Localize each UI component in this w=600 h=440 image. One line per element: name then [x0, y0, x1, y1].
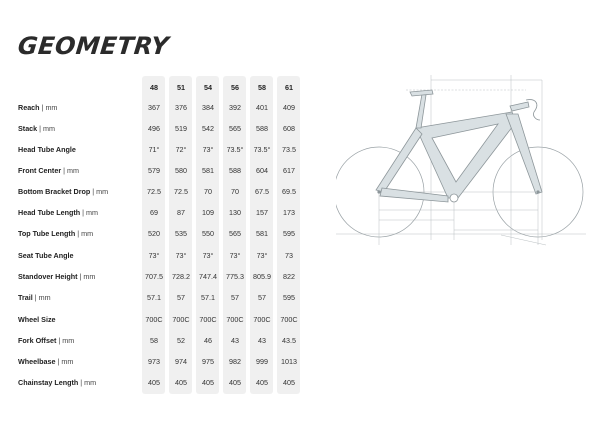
size-header-cell: 56 — [231, 83, 239, 92]
table-cell: 405 — [202, 378, 214, 387]
table-cell: 700C — [145, 315, 163, 324]
table-cell: 71° — [148, 145, 160, 154]
row-label — [18, 163, 79, 179]
table-cell: 581 — [202, 166, 214, 175]
table-cell: 405 — [229, 378, 241, 387]
row-label-name: Front Center — [18, 166, 62, 175]
table-cell: 384 — [202, 103, 214, 112]
row-label-unit: | mm — [80, 208, 98, 217]
table-cell: 73.5° — [253, 145, 271, 154]
table-cell: 999 — [256, 357, 268, 366]
table-cell: 67.5 — [255, 187, 269, 196]
row-label-name: Reach — [18, 103, 40, 112]
table-row — [0, 375, 310, 391]
row-label — [18, 121, 55, 137]
bike-geometry-diagram — [336, 70, 586, 255]
table-cell: 405 — [256, 378, 268, 387]
table-cell: 72.5 — [147, 187, 161, 196]
table-cell: 535 — [175, 229, 187, 238]
row-label — [18, 226, 93, 242]
table-cell: 69 — [150, 208, 158, 217]
table-cell: 130 — [229, 208, 241, 217]
table-cell: 58 — [150, 336, 158, 345]
table-cell: 73.5 — [282, 145, 296, 154]
table-cell: 73° — [175, 251, 187, 260]
table-cell: 700C — [199, 315, 217, 324]
table-cell: 775.3 — [226, 272, 244, 281]
table-cell: 73° — [202, 251, 214, 260]
table-cell: 707.5 — [145, 272, 163, 281]
row-label-name: Fork Offset — [18, 336, 57, 345]
table-cell: 588 — [256, 124, 268, 133]
row-label-name: Seat Tube Angle — [18, 251, 74, 260]
table-cell: 73° — [202, 145, 214, 154]
size-header-cell: 48 — [150, 83, 158, 92]
page-title: GEOMETRY — [16, 32, 171, 60]
row-label — [18, 269, 95, 285]
table-cell: 604 — [256, 166, 268, 175]
size-header-cell: 54 — [204, 83, 212, 92]
table-cell: 57 — [258, 293, 266, 302]
table-cell: 57.1 — [147, 293, 161, 302]
row-label-name: Bottom Bracket Drop — [18, 187, 91, 196]
table-row — [0, 205, 310, 221]
row-label — [18, 312, 56, 328]
table-cell: 1013 — [281, 357, 297, 366]
frame-shape — [376, 112, 542, 202]
table-cell: 728.2 — [172, 272, 190, 281]
table-cell: 565 — [229, 229, 241, 238]
table-cell: 405 — [283, 378, 295, 387]
row-label-unit: | mm — [90, 187, 109, 196]
table-cell: 173 — [283, 208, 295, 217]
table-cell: 73° — [256, 251, 268, 260]
table-row — [0, 290, 310, 306]
size-header-cell: 58 — [258, 83, 266, 92]
table-cell: 46 — [204, 336, 212, 345]
size-header-row — [0, 80, 310, 96]
table-cell: 409 — [283, 103, 295, 112]
row-label-name: Stack — [18, 124, 38, 133]
table-cell: 69.5 — [282, 187, 296, 196]
row-label-name: Chainstay Length — [18, 378, 79, 387]
table-cell: 700C — [172, 315, 190, 324]
table-cell: 73.5° — [226, 145, 244, 154]
table-cell: 70 — [204, 187, 212, 196]
table-cell: 70 — [231, 187, 239, 196]
table-cell: 157 — [256, 208, 268, 217]
table-cell: 700C — [226, 315, 244, 324]
table-cell: 747.4 — [199, 272, 217, 281]
table-row — [0, 226, 310, 242]
table-cell: 520 — [148, 229, 160, 238]
table-row — [0, 333, 310, 349]
row-label — [18, 205, 98, 221]
table-cell: 367 — [148, 103, 160, 112]
table-cell: 87 — [177, 208, 185, 217]
table-cell: 595 — [283, 229, 295, 238]
table-cell: 608 — [283, 124, 295, 133]
table-cell: 805.9 — [253, 272, 271, 281]
row-label-unit: | mm — [39, 103, 58, 112]
table-row — [0, 248, 310, 264]
row-label — [18, 184, 108, 200]
table-cell: 580 — [175, 166, 187, 175]
row-label-unit: | mm — [56, 336, 75, 345]
size-header-cell: 51 — [177, 83, 185, 92]
table-cell: 974 — [175, 357, 187, 366]
table-cell: 73° — [229, 251, 241, 260]
row-label — [18, 290, 51, 306]
row-label-unit: | mm — [78, 378, 97, 387]
table-cell: 43 — [231, 336, 239, 345]
row-label-name: Head Tube Angle — [18, 145, 76, 154]
row-label — [18, 333, 74, 349]
table-row — [0, 354, 310, 370]
table-cell: 401 — [256, 103, 268, 112]
table-row — [0, 269, 310, 285]
table-cell: 57 — [231, 293, 239, 302]
row-label — [18, 375, 96, 391]
row-label — [18, 248, 74, 264]
table-cell: 72.5 — [174, 187, 188, 196]
table-row — [0, 100, 310, 116]
table-cell: 565 — [229, 124, 241, 133]
row-label-name: Wheel Size — [18, 315, 56, 324]
row-label-name: Trail — [18, 293, 33, 302]
table-row — [0, 142, 310, 158]
row-label-unit: | mm — [55, 357, 74, 366]
table-cell: 550 — [202, 229, 214, 238]
table-cell: 57 — [177, 293, 185, 302]
size-header-cell: 61 — [285, 83, 293, 92]
table-cell: 43.5 — [282, 336, 296, 345]
table-cell: 73° — [148, 251, 160, 260]
row-label — [18, 100, 57, 116]
table-cell: 822 — [283, 272, 295, 281]
table-cell: 542 — [202, 124, 214, 133]
row-label — [18, 354, 73, 370]
table-cell: 392 — [229, 103, 241, 112]
table-row — [0, 121, 310, 137]
table-cell: 700C — [280, 315, 298, 324]
table-row — [0, 312, 310, 328]
row-label-unit: | mm — [75, 229, 94, 238]
row-label-name: Wheelbase — [18, 357, 56, 366]
table-cell: 376 — [175, 103, 187, 112]
table-cell: 617 — [283, 166, 295, 175]
table-cell: 405 — [148, 378, 160, 387]
table-cell: 73 — [285, 251, 293, 260]
row-label-unit: | mm — [61, 166, 79, 175]
row-label-name: Head Tube Length — [18, 208, 81, 217]
table-row — [0, 184, 310, 200]
table-cell: 595 — [283, 293, 295, 302]
table-cell: 700C — [253, 315, 271, 324]
row-label-unit: | mm — [77, 272, 96, 281]
table-cell: 982 — [229, 357, 241, 366]
table-cell: 975 — [202, 357, 214, 366]
row-label-name: Standover Height — [18, 272, 78, 281]
bottom-bracket — [450, 194, 458, 202]
table-cell: 496 — [148, 124, 160, 133]
table-cell: 109 — [202, 208, 214, 217]
table-cell: 43 — [258, 336, 266, 345]
table-row — [0, 163, 310, 179]
table-cell: 588 — [229, 166, 241, 175]
row-label — [18, 142, 76, 158]
table-cell: 52 — [177, 336, 185, 345]
row-label-name: Top Tube Length — [18, 229, 76, 238]
table-cell: 973 — [148, 357, 160, 366]
table-cell: 581 — [256, 229, 268, 238]
table-cell: 57.1 — [201, 293, 215, 302]
row-label-unit: | mm — [32, 293, 51, 302]
table-cell: 72° — [175, 145, 187, 154]
table-cell: 579 — [148, 166, 160, 175]
table-cell: 519 — [175, 124, 187, 133]
row-label-unit: | mm — [37, 124, 56, 133]
table-cell: 405 — [175, 378, 187, 387]
